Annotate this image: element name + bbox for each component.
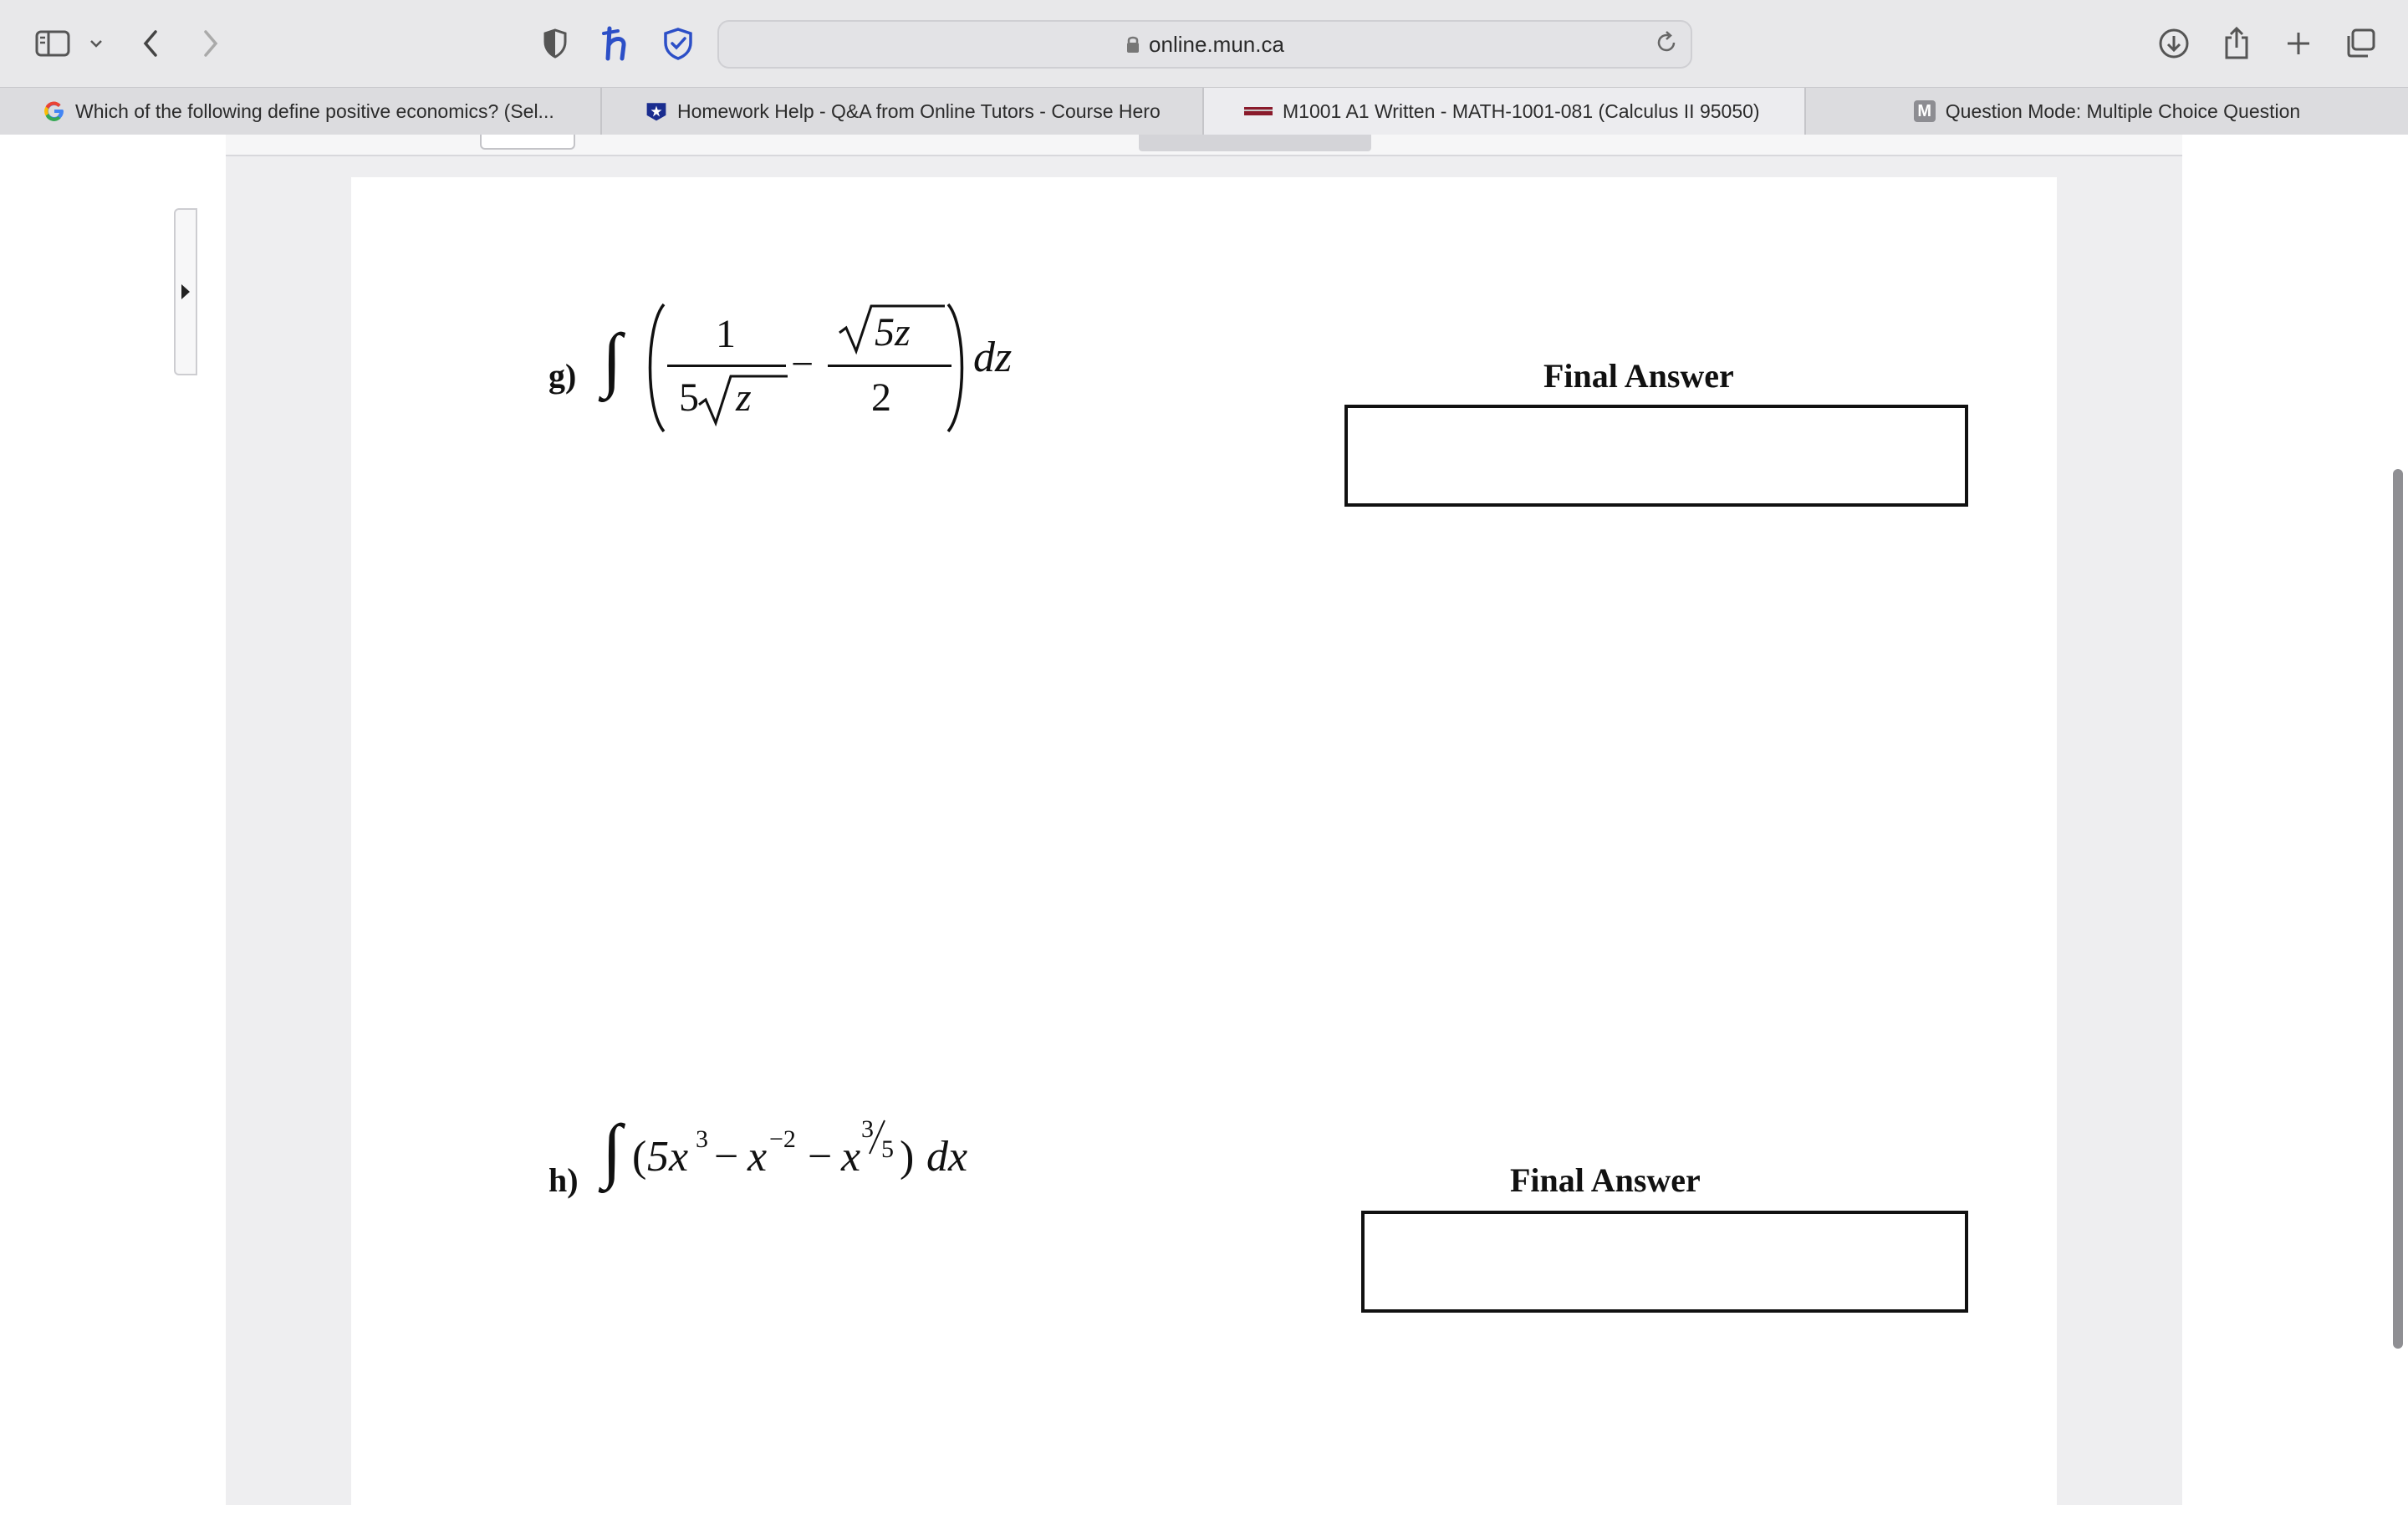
downloads-button[interactable] [2153, 18, 2195, 69]
pdf-sidebar-toggle[interactable] [174, 208, 197, 375]
chevron-left-icon [140, 28, 161, 59]
term2-base: x [747, 1133, 768, 1181]
page-number-input[interactable] [480, 135, 575, 150]
term2-exponent: −2 [769, 1125, 796, 1153]
sidebar-menu-chevron[interactable] [84, 18, 109, 69]
tab-overview-button[interactable] [2339, 18, 2381, 69]
term3-base: x [841, 1133, 861, 1181]
open-paren: ( [632, 1133, 647, 1181]
differential: dx [926, 1133, 968, 1181]
chevron-right-icon [201, 28, 221, 59]
close-paren: ) [900, 1133, 915, 1181]
minus-sign: − [808, 1133, 833, 1181]
reload-button[interactable] [1654, 30, 1679, 61]
address-bar[interactable] [717, 20, 1692, 69]
fraction1-denominator-coefficient: 5 [679, 375, 699, 420]
integral-sign: ∫ [602, 1109, 622, 1190]
final-answer-box-g[interactable] [1344, 405, 1968, 507]
fraction1-bar [667, 365, 786, 367]
final-answer-box-h[interactable] [1361, 1211, 1968, 1313]
right-paren [943, 301, 973, 435]
sidebar-icon [35, 30, 70, 57]
final-answer-label: Final Answer [1543, 357, 1734, 395]
fraction1-denominator-radicand: z [736, 375, 752, 420]
tab-positive-economics[interactable] [33, 88, 602, 135]
tab-label: Which of the following define positive economics? (Sel... [75, 99, 554, 122]
tab-question-mode[interactable] [1806, 88, 2408, 135]
integral-sign: ∫ [602, 319, 622, 399]
tab-label: M1001 A1 Written - MATH-1001-081 (Calculus II 95050) [1283, 99, 1760, 122]
final-answer-label: Final Answer [1510, 1161, 1701, 1199]
minus-sign: − [791, 342, 814, 386]
question-label: h) [548, 1161, 579, 1199]
course-hero-icon [645, 100, 667, 122]
question-label: g) [548, 357, 577, 395]
back-button[interactable] [134, 18, 167, 69]
integral-expression-h [602, 1109, 1070, 1214]
mun-icon [1244, 100, 1273, 122]
plus-icon [2285, 30, 2312, 57]
honey-extension-button[interactable] [599, 18, 637, 69]
left-paren [639, 301, 669, 435]
triangle-right-icon [181, 283, 191, 300]
fraction1-numerator: 1 [716, 312, 736, 356]
scrollbar-thumb[interactable] [2393, 469, 2403, 1349]
zoom-select[interactable] [1139, 135, 1371, 151]
term1-base: 5x [647, 1133, 689, 1181]
tab-label: Homework Help - Q&A from Online Tutors - Course Hero [677, 99, 1161, 122]
chevron-down-icon [89, 38, 104, 48]
minus-sign: − [714, 1133, 739, 1181]
m-icon: M [1914, 100, 1936, 122]
shield-check-icon [662, 27, 694, 60]
term1-exponent: 3 [696, 1125, 708, 1153]
pdf-page [351, 177, 2057, 1515]
tab-bar [0, 87, 2408, 135]
sidebar-toggle-button[interactable] [32, 18, 74, 69]
tabs-overview-icon [2344, 28, 2376, 59]
differential: dz [973, 334, 1013, 381]
pdf-viewer [0, 135, 2408, 1505]
security-extension-button[interactable] [659, 18, 697, 69]
share-button[interactable] [2216, 18, 2258, 69]
tab-m1001-written[interactable] [1204, 88, 1806, 135]
address-text: online.mun.ca [1149, 31, 1284, 57]
reload-icon [1654, 30, 1679, 55]
fraction2-numerator-radicand: 5z [875, 310, 911, 355]
fraction2-bar [828, 365, 951, 367]
honey-h-icon [601, 25, 635, 62]
tab-course-hero[interactable] [635, 88, 1204, 135]
tab-label: Question Mode: Multiple Choice Question [1945, 99, 2301, 122]
forward-button[interactable] [194, 18, 227, 69]
term3-exponent-numerator: 3 [861, 1115, 874, 1143]
download-icon [2158, 28, 2190, 59]
term3-exponent-denominator: 5 [881, 1135, 894, 1163]
google-icon [43, 100, 65, 122]
share-icon [2222, 26, 2251, 61]
privacy-report-button[interactable] [538, 18, 572, 69]
shield-half-icon [543, 28, 568, 59]
browser-toolbar [0, 0, 2408, 87]
lock-icon [1125, 34, 1140, 54]
fraction2-denominator: 2 [871, 375, 891, 420]
new-tab-button[interactable] [2278, 18, 2319, 69]
